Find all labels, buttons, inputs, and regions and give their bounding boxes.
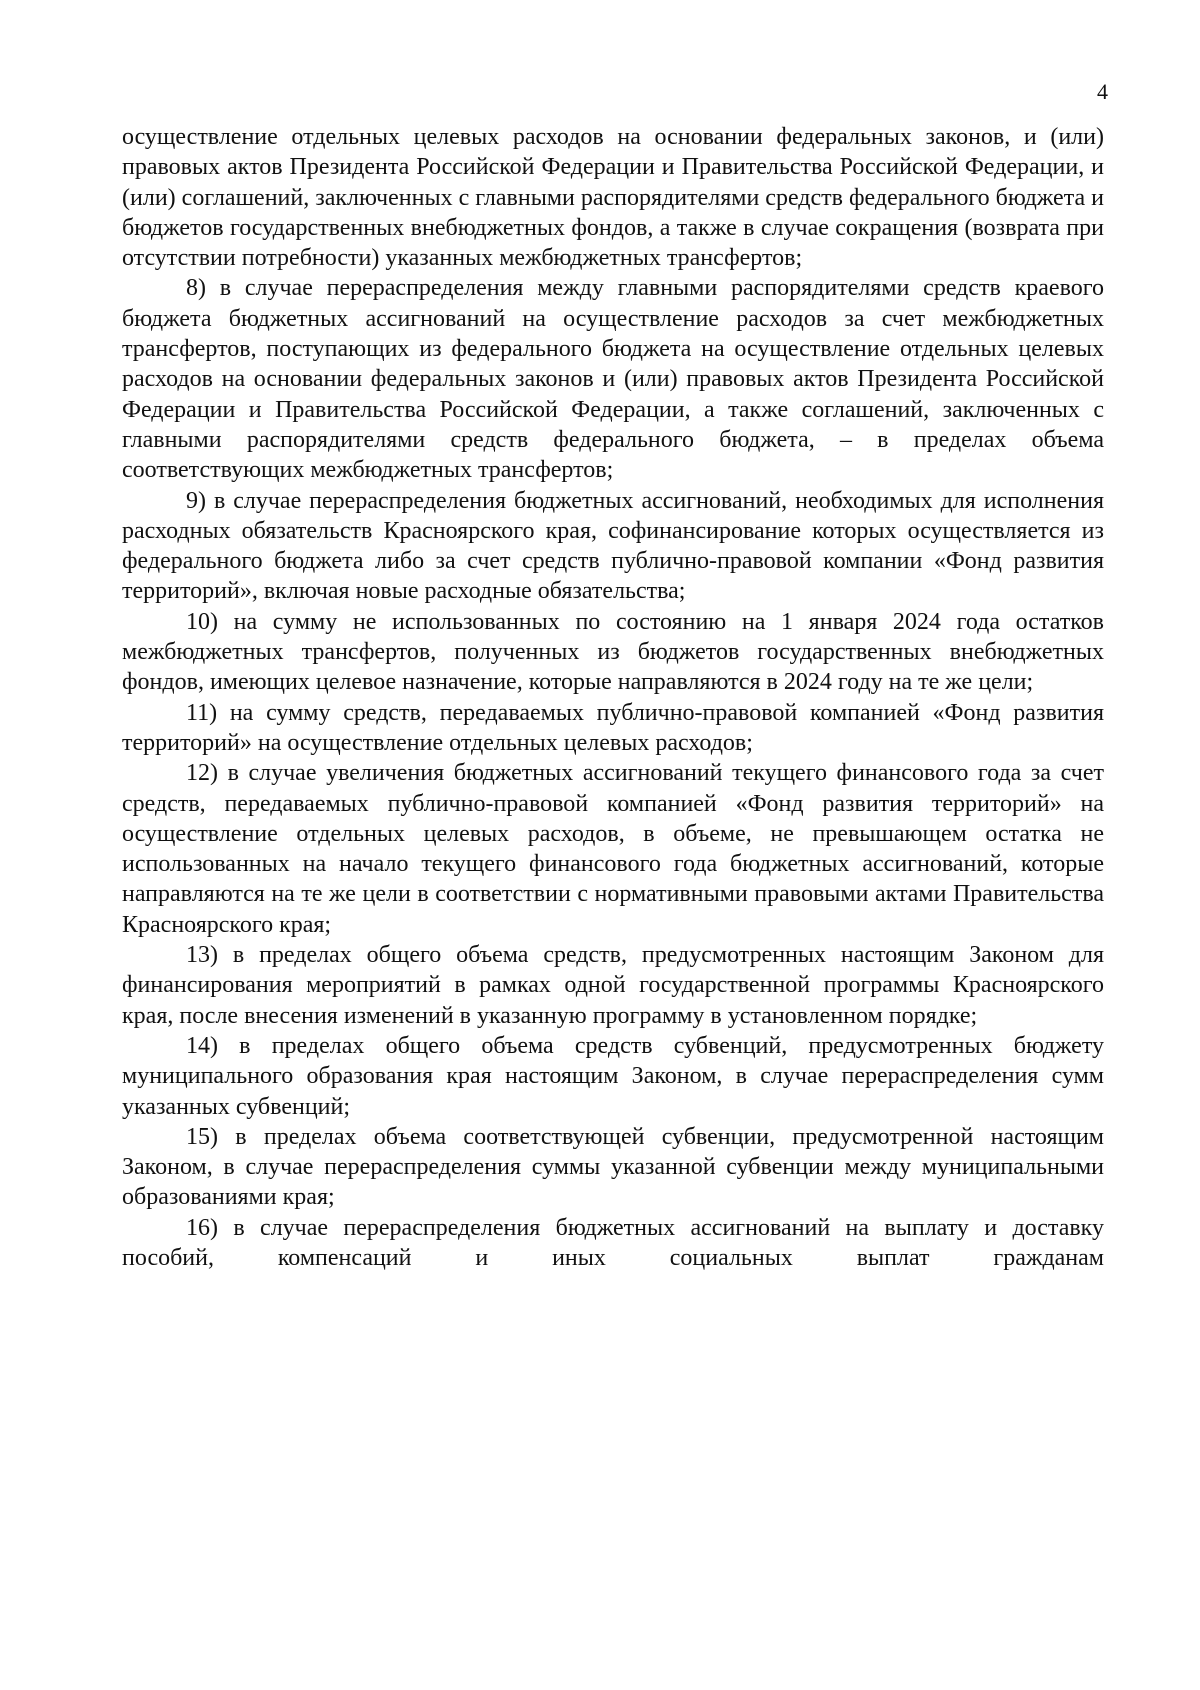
- paragraph-item-11: 11) на сумму средств, передаваемых публично-правовой компанией «Фонд развития территорий» на осуществление отдельных целевых расходов;: [122, 699, 1104, 756]
- paragraph-item-13: 13) в пределах общего объема средств, предусмотренных настоящим Законом для финансирования мероприятий в рамках одной государственной программы Красноярского края, после внесения изменений в указанную программу в установленном порядке;: [122, 942, 1104, 1029]
- paragraph-7-continuation: осуществление отдельных целевых расходов на основании федеральных законов, и (или) правовых актов Президента Российской Федерации и Правительства Российской Федерации, и (или) соглашений, заключенных с главными распорядителями средств федерального бюджета и бюджетов государственных внебюджетных фондов, а также в случае сокращения (возврата при отсутствии потребности) указанных межбюджетных трансфертов;: [122, 124, 1104, 272]
- page-number: 4: [1097, 79, 1108, 104]
- paragraph-item-10: 10) на сумму не использованных по состоянию на 1 января 2024 года остатков межбюджетных трансфертов, полученных из бюджетов государственных внебюджетных фондов, имеющих целевое назначение, которые направляются в 2024 году на те же цели;: [122, 608, 1104, 696]
- paragraph-item-15: 15) в пределах объема соответствующей субвенции, предусмотренной настоящим Законом, в случае перераспределения суммы указанной субвенции между муниципальными образованиями края;: [122, 1123, 1104, 1211]
- paragraph-item-9: 9) в случае перераспределения бюджетных ассигнований, необходимых для исполнения расходных обязательств Красноярского края, софинансирование которых осуществляется из федерального бюджета либо за счет средств публично-правовой компании «Фонд развития территорий», включая новые расходные обязательства;: [122, 487, 1104, 605]
- paragraph-item-14: 14) в пределах общего объема средств субвенций, предусмотренных бюджету муниципального образования края настоящим Законом, в случае перераспределения сумм указанных субвенций;: [122, 1032, 1104, 1120]
- paragraph-item-8: 8) в случае перераспределения между главными распорядителями средств краевого бюджета бюджетных ассигнований на осуществление расходов за счет межбюджетных трансфертов, поступающих из федерального бюджета на осуществление отдельных целевых расходов на основании федеральных законов и (или) правовых актов Президента Российской Федерации и Правительства Российской Федерации, а также соглашений, заключенных с главными распорядителями средств федерального бюджета, – в пределах объема соответствующих межбюджетных трансфертов;: [122, 275, 1104, 484]
- paragraph-item-16: 16) в случае перераспределения бюджетных ассигнований на выплату и доставку пособий, компенсаций и иных социальных выплат гражданам: [122, 1214, 1104, 1271]
- paragraph-item-12: 12) в случае увеличения бюджетных ассигнований текущего финансового года за счет средств, передаваемых публично-правовой компанией «Фонд развития территорий» на осуществление отдельных целевых расходов, в объеме, не превышающем остатка не использованных на начало текущего финансового года бюджетных ассигнований, которые направляются на те же цели в соответствии с нормативными правовыми актами Правительства Красноярского края;: [122, 760, 1104, 938]
- body-text: [122, 122, 1104, 1273]
